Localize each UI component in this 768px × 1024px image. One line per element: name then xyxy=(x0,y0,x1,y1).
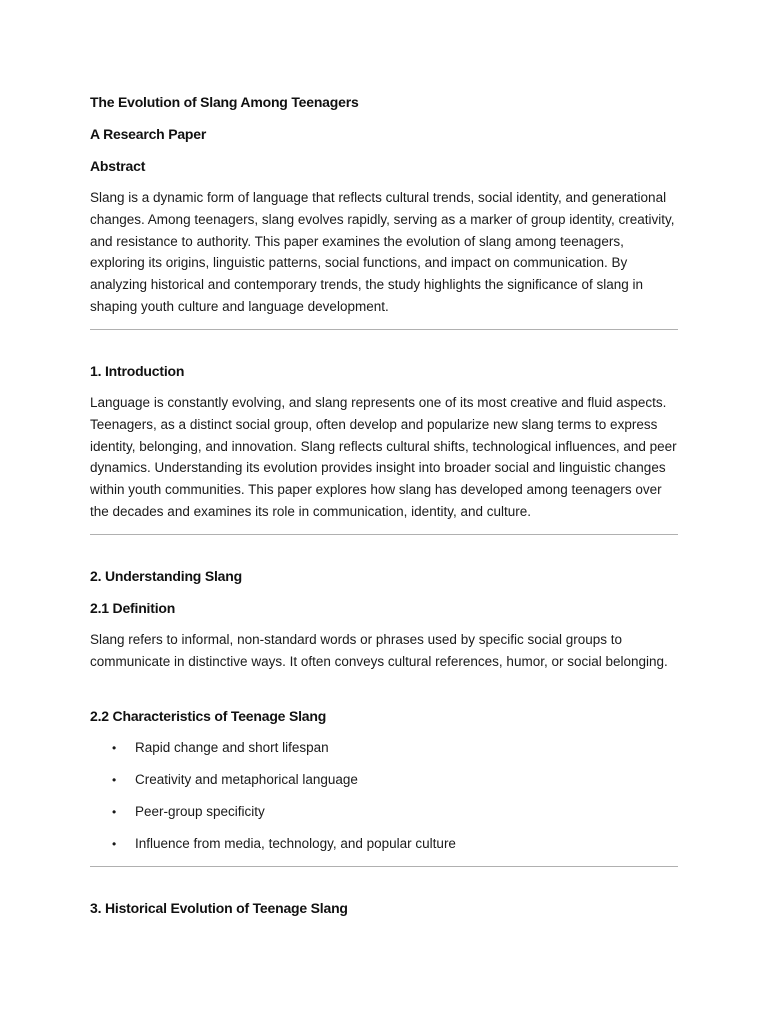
abstract-heading: Abstract xyxy=(90,158,146,174)
list-item-text: Peer-group specificity xyxy=(135,804,265,819)
bullet-icon: • xyxy=(112,773,117,787)
characteristics-heading: 2.2 Characteristics of Teenage Slang xyxy=(90,708,327,724)
list-item-text: Creativity and metaphorical language xyxy=(135,772,358,787)
abstract-text: Slang is a dynamic form of language that reflects cultural trends, social identity, and generational changes. Among teenagers, slang evolves rapidly, serving as a marker of group identity, creativity, and resistance to authority. This paper examines the evolution of slang among teenagers, exploring its origins, linguistic patterns, social functions, and impact on communication. By analyzing historical and contemporary trends, the study highlights the significance of slang in shaping youth culture and language development. xyxy=(90,190,675,314)
definition-heading: 2.1 Definition xyxy=(90,600,176,616)
understanding-heading: 2. Understanding Slang xyxy=(90,568,242,584)
historical-heading: 3. Historical Evolution of Teenage Slang xyxy=(90,900,348,916)
list-item-text: Influence from media, technology, and popular culture xyxy=(135,836,456,851)
introduction-heading: 1. Introduction xyxy=(90,363,185,379)
paper-subtitle: A Research Paper xyxy=(90,126,207,142)
list-item-text: Rapid change and short lifespan xyxy=(135,740,329,755)
section-divider xyxy=(90,329,678,330)
definition-text: Slang refers to informal, non-standard words or phrases used by specific social groups to communicate in distinctive ways. It often conveys cultural references, humor, or social belonging. xyxy=(90,632,668,669)
bullet-icon: • xyxy=(112,741,117,755)
paper-title: The Evolution of Slang Among Teenagers xyxy=(90,94,359,110)
bullet-icon: • xyxy=(112,805,117,819)
section-divider xyxy=(90,534,678,535)
section-divider xyxy=(90,866,678,867)
introduction-text: Language is constantly evolving, and slang represents one of its most creative and fluid aspects. Teenagers, as a distinct social group, often develop and popularize new slang terms to express identity, belonging, and innovation. Slang reflects cultural shifts, technological influences, and peer dynamics. Understanding its evolution provides insight into broader social and linguistic changes within youth communities. This paper explores how slang has developed among teenagers over the decades and examines its role in communication, identity, and culture. xyxy=(90,395,677,519)
bullet-icon: • xyxy=(112,837,117,851)
